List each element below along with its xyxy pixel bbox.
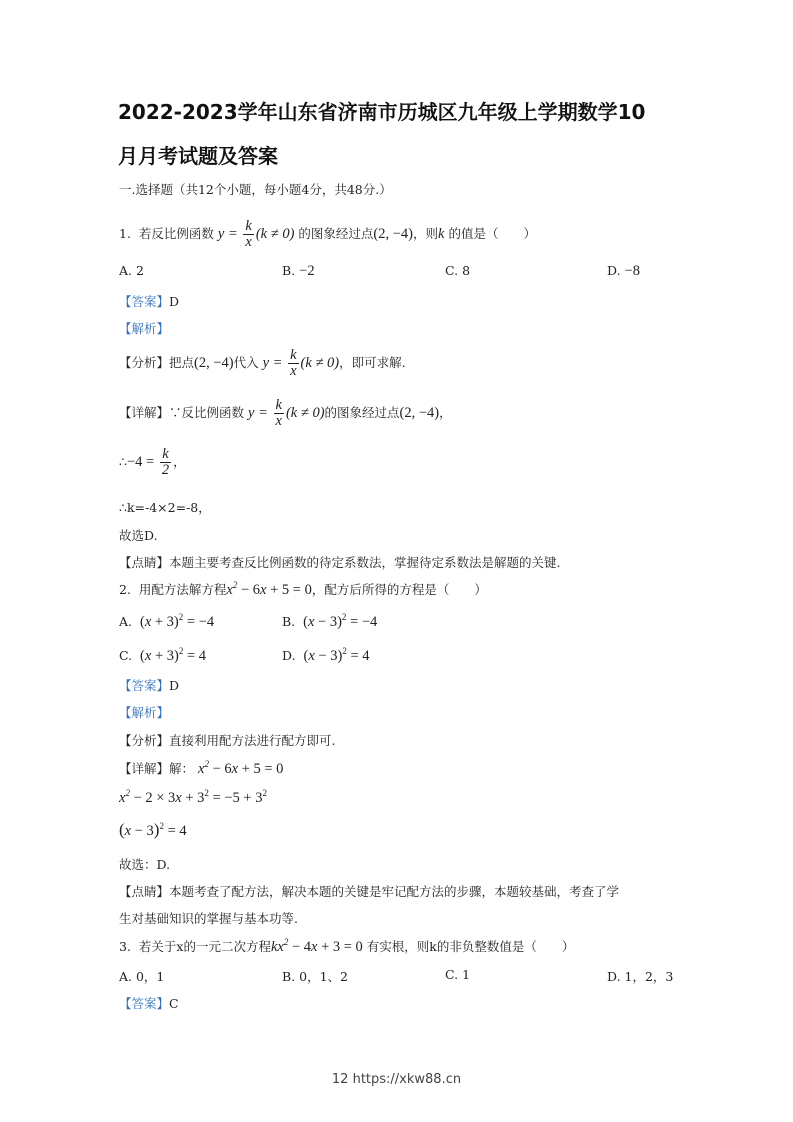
q3-answer: 【答案】C [119,996,179,1011]
q2-choose: 故选：D. [119,857,171,872]
q1-option-b: B. −2 [282,263,315,279]
q1-number: 1. [119,225,131,241]
q3-option-a: A. 0，1 [119,969,165,984]
document-title-line2: 月月考试题及答案 [118,144,278,168]
q1-choose: 故选D. [119,528,158,543]
q1-stem-a: 若反比例函数 [138,225,214,241]
q1-option-d: D. −8 [607,263,640,279]
q1-step1: ∴−4 = $\frac{k}{2}$ ， [119,446,186,478]
q1-fenxi: 【分析】把点(2, −4)代入 y = $\frac{k}{x}$ (k ≠ 0)，即可求解. [119,347,406,379]
q1-point: (2, −4) [373,225,413,242]
q2-fenxi: 【分析】直接利用配方法进行配方即可. [119,733,336,748]
q3-option-b: B. 0，1、2 [282,969,348,984]
page-footer: 12 https://xkw88.cn [331,1072,462,1087]
q2-option-b: B. $(x - 3)^2 = -4$ [282,612,378,630]
q1-option-c: C. 8 [445,263,471,278]
q2-detail: 【详解】解： $x^2 - 6x + 5 = 0$ [119,759,284,777]
q1-analysis-label: 【解析】 [119,321,170,336]
q1-option-a: A. 2 [119,263,144,278]
q1-step2: ∴k=-4×2=-8， [119,500,211,515]
document-title-line1: 2022-2023学年山东省济南市历城区九年级上学期数学10 [118,100,646,124]
q1-function-formula: y = $\frac{k}{x}$ (k ≠ 0) [217,218,295,250]
q1-comment: 【点睛】本题主要考查反比例函数的待定系数法，掌握待定系数法是解题的关键. [119,555,561,570]
q2-step2: $(x - 3)^2 = 4$ [119,820,187,839]
q2-option-a: A. $(x + 3)^2 = -4$ [119,612,215,630]
q2-option-c: C. $(x + 3)^2 = 4$ [119,646,207,664]
q2-comment-2: 生对基础知识的掌握与基本功等. [119,911,298,926]
q1-k-symbol: k [438,225,445,242]
q1-answer: 【答案】D [119,294,180,309]
q1-stem-c: ，则 [413,225,439,241]
q2-analysis-label: 【解析】 [119,705,170,720]
q2-comment-1: 【点睛】本题考查了配方法，解决本题的关键是牢记配方法的步骤，本题较基础，考查了学 [119,884,620,899]
q2-answer: 【答案】D [119,678,180,693]
q1-detail: 【详解】∵反比例函数 y = $\frac{k}{x}$ (k ≠ 0)的图象经过点(2, −4)， [119,397,452,429]
q2-stem: 2. 用配方法解方程$x^2 - 6x + 5 = 0$，配方后所得的方程是（ ） [119,580,487,598]
q2-step1: $x^2 - 2 \times 3x + 3^2 = -5 + 3^2$ [119,788,267,806]
q3-option-c: C. 1 [445,967,471,982]
q3-stem: 3. 若关于x的一元二次方程$kx^2 - 4x + 3 = 0$ 有实根，则k的非负整数值是（ ） [119,937,575,955]
q2-option-d: D. $(x - 3)^2 = 4$ [282,646,370,664]
q3-option-d: D. 1，2，3 [607,969,674,984]
section-header: 一.选择题（共12个小题，每小题4分，共48分.） [119,182,392,197]
q1-stem-b: 的图象经过点 [298,225,374,241]
q1-stem [119,219,536,250]
q1-stem-d: 的值是（ ） [448,225,536,241]
